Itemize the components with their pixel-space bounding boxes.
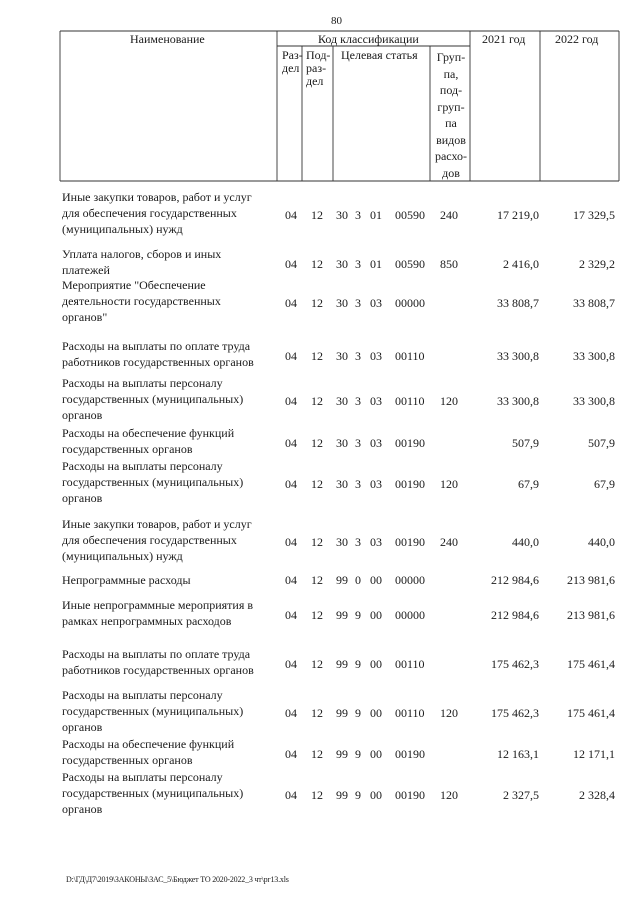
amount-2021: 175 462,3 bbox=[491, 657, 539, 671]
section-code: 04 bbox=[285, 208, 297, 222]
amount-2021: 33 808,7 bbox=[497, 296, 539, 310]
header-target: Целевая статья bbox=[341, 48, 418, 62]
target-direction: 00590 bbox=[395, 208, 425, 222]
target-direction: 00190 bbox=[395, 535, 425, 549]
target-subprogram: 3 bbox=[355, 394, 361, 408]
section-code: 04 bbox=[285, 477, 297, 491]
section-code: 04 bbox=[285, 535, 297, 549]
section-code: 04 bbox=[285, 747, 297, 761]
amount-2022: 33 300,8 bbox=[573, 349, 615, 363]
section-code: 04 bbox=[285, 657, 297, 671]
section-code: 04 bbox=[285, 788, 297, 802]
header-section: Раз- дел bbox=[282, 48, 303, 75]
subsection-code: 12 bbox=[311, 535, 323, 549]
subsection-code: 12 bbox=[311, 477, 323, 491]
expense-group: 240 bbox=[440, 535, 458, 549]
expense-group: 120 bbox=[440, 394, 458, 408]
amount-2021: 507,9 bbox=[512, 436, 539, 450]
expense-group: 240 bbox=[440, 208, 458, 222]
amount-2021: 2 327,5 bbox=[503, 788, 539, 802]
target-program: 99 bbox=[336, 706, 348, 720]
amount-2021: 17 219,0 bbox=[497, 208, 539, 222]
target-program: 99 bbox=[336, 747, 348, 761]
header-name: Наименование bbox=[130, 32, 205, 46]
subsection-code: 12 bbox=[311, 394, 323, 408]
amount-2022: 175 461,4 bbox=[567, 657, 615, 671]
section-code: 04 bbox=[285, 257, 297, 271]
target-activity: 00 bbox=[370, 608, 382, 622]
target-program: 30 bbox=[336, 208, 348, 222]
row-name: Расходы на выплаты персоналу государственных (муниципальных) органов bbox=[62, 770, 244, 816]
header-group: Груп- па, под- груп- па видов расхо- дов bbox=[434, 50, 468, 180]
target-subprogram: 3 bbox=[355, 257, 361, 271]
target-direction: 00190 bbox=[395, 788, 425, 802]
row-name: Иные непрограммные мероприятия в рамках непрограммных расходов bbox=[62, 598, 254, 628]
target-activity: 00 bbox=[370, 747, 382, 761]
target-direction: 00110 bbox=[395, 706, 425, 720]
target-subprogram: 0 bbox=[355, 573, 361, 587]
section-code: 04 bbox=[285, 706, 297, 720]
row-name: Расходы на выплаты по оплате труда работников государственных органов bbox=[62, 647, 254, 677]
subsection-code: 12 bbox=[311, 747, 323, 761]
target-program: 30 bbox=[336, 349, 348, 363]
target-subprogram: 9 bbox=[355, 608, 361, 622]
subsection-code: 12 bbox=[311, 436, 323, 450]
amount-2022: 2 328,4 bbox=[579, 788, 615, 802]
amount-2021: 12 163,1 bbox=[497, 747, 539, 761]
amount-2022: 33 300,8 bbox=[573, 394, 615, 408]
amount-2021: 175 462,3 bbox=[491, 706, 539, 720]
row-name: Непрограммные расходы bbox=[62, 573, 191, 587]
amount-2022: 33 808,7 bbox=[573, 296, 615, 310]
expense-group: 850 bbox=[440, 257, 458, 271]
amount-2021: 2 416,0 bbox=[503, 257, 539, 271]
target-direction: 00590 bbox=[395, 257, 425, 271]
section-code: 04 bbox=[285, 394, 297, 408]
subsection-code: 12 bbox=[311, 573, 323, 587]
target-activity: 03 bbox=[370, 394, 382, 408]
subsection-code: 12 bbox=[311, 608, 323, 622]
row-name: Расходы на обеспечение функций государственных органов bbox=[62, 426, 235, 456]
row-name: Иные закупки товаров, работ и услуг для обеспечения государственных (муниципальных) нужд bbox=[62, 517, 252, 563]
target-activity: 00 bbox=[370, 788, 382, 802]
target-subprogram: 9 bbox=[355, 706, 361, 720]
subsection-code: 12 bbox=[311, 349, 323, 363]
header-subsection: Под- раз- дел bbox=[306, 48, 331, 88]
row-name: Мероприятие "Обеспечение деятельности государственных органов" bbox=[62, 278, 221, 324]
target-subprogram: 9 bbox=[355, 788, 361, 802]
target-direction: 00000 bbox=[395, 608, 425, 622]
target-subprogram: 3 bbox=[355, 436, 361, 450]
target-activity: 03 bbox=[370, 535, 382, 549]
amount-2021: 440,0 bbox=[512, 535, 539, 549]
target-direction: 00000 bbox=[395, 296, 425, 310]
section-code: 04 bbox=[285, 349, 297, 363]
target-program: 30 bbox=[336, 477, 348, 491]
expense-group: 120 bbox=[440, 477, 458, 491]
subsection-code: 12 bbox=[311, 296, 323, 310]
header-year-2022: 2022 год bbox=[555, 32, 599, 46]
subsection-code: 12 bbox=[311, 706, 323, 720]
target-activity: 03 bbox=[370, 349, 382, 363]
amount-2021: 33 300,8 bbox=[497, 394, 539, 408]
row-name: Расходы на выплаты персоналу государственных (муниципальных) органов bbox=[62, 376, 244, 422]
target-program: 99 bbox=[336, 608, 348, 622]
row-name: Иные закупки товаров, работ и услуг для обеспечения государственных (муниципальных) нужд bbox=[62, 190, 252, 236]
page-number: 80 bbox=[331, 15, 342, 27]
amount-2021: 33 300,8 bbox=[497, 349, 539, 363]
expense-group: 120 bbox=[440, 706, 458, 720]
target-activity: 00 bbox=[370, 573, 382, 587]
amount-2021: 212 984,6 bbox=[491, 573, 539, 587]
expense-group: 120 bbox=[440, 788, 458, 802]
section-code: 04 bbox=[285, 296, 297, 310]
target-subprogram: 9 bbox=[355, 747, 361, 761]
row-name: Уплата налогов, сборов и иных платежей bbox=[62, 247, 222, 277]
amount-2022: 67,9 bbox=[594, 477, 615, 491]
target-activity: 01 bbox=[370, 208, 382, 222]
target-direction: 00110 bbox=[395, 657, 425, 671]
target-program: 99 bbox=[336, 573, 348, 587]
target-subprogram: 3 bbox=[355, 535, 361, 549]
section-code: 04 bbox=[285, 573, 297, 587]
amount-2022: 213 981,6 bbox=[567, 608, 615, 622]
target-subprogram: 9 bbox=[355, 657, 361, 671]
target-program: 30 bbox=[336, 535, 348, 549]
target-subprogram: 3 bbox=[355, 477, 361, 491]
amount-2022: 440,0 bbox=[588, 535, 615, 549]
row-name: Расходы на выплаты персоналу государственных (муниципальных) органов bbox=[62, 459, 244, 505]
target-direction: 00190 bbox=[395, 747, 425, 761]
header-year-2021: 2021 год bbox=[482, 32, 526, 46]
target-program: 99 bbox=[336, 657, 348, 671]
amount-2022: 2 329,2 bbox=[579, 257, 615, 271]
target-program: 30 bbox=[336, 257, 348, 271]
section-code: 04 bbox=[285, 608, 297, 622]
row-name: Расходы на выплаты по оплате труда работников государственных органов bbox=[62, 339, 254, 369]
target-activity: 03 bbox=[370, 296, 382, 310]
target-activity: 00 bbox=[370, 706, 382, 720]
amount-2021: 212 984,6 bbox=[491, 608, 539, 622]
target-program: 99 bbox=[336, 788, 348, 802]
subsection-code: 12 bbox=[311, 208, 323, 222]
subsection-code: 12 bbox=[311, 788, 323, 802]
subsection-code: 12 bbox=[311, 657, 323, 671]
row-name: Расходы на выплаты персоналу государственных (муниципальных) органов bbox=[62, 688, 244, 734]
target-activity: 03 bbox=[370, 477, 382, 491]
amount-2022: 17 329,5 bbox=[573, 208, 615, 222]
target-direction: 00000 bbox=[395, 573, 425, 587]
subsection-code: 12 bbox=[311, 257, 323, 271]
amount-2022: 175 461,4 bbox=[567, 706, 615, 720]
target-subprogram: 3 bbox=[355, 349, 361, 363]
target-program: 30 bbox=[336, 436, 348, 450]
amount-2021: 67,9 bbox=[518, 477, 539, 491]
target-subprogram: 3 bbox=[355, 208, 361, 222]
target-activity: 00 bbox=[370, 657, 382, 671]
target-direction: 00110 bbox=[395, 394, 425, 408]
target-direction: 00190 bbox=[395, 477, 425, 491]
amount-2022: 507,9 bbox=[588, 436, 615, 450]
target-subprogram: 3 bbox=[355, 296, 361, 310]
amount-2022: 213 981,6 bbox=[567, 573, 615, 587]
target-activity: 01 bbox=[370, 257, 382, 271]
target-direction: 00110 bbox=[395, 349, 425, 363]
amount-2022: 12 171,1 bbox=[573, 747, 615, 761]
row-name: Расходы на обеспечение функций государственных органов bbox=[62, 737, 235, 767]
target-direction: 00190 bbox=[395, 436, 425, 450]
footer-file-path: D:\ГД\Д7\2019\ЗАКОНЫ\ЗАС_5\Бюджет ТО 2020-2022_3 чт\рг13.xls bbox=[66, 875, 289, 884]
target-program: 30 bbox=[336, 296, 348, 310]
target-activity: 03 bbox=[370, 436, 382, 450]
target-program: 30 bbox=[336, 394, 348, 408]
section-code: 04 bbox=[285, 436, 297, 450]
header-code: Код классификации bbox=[318, 32, 419, 46]
